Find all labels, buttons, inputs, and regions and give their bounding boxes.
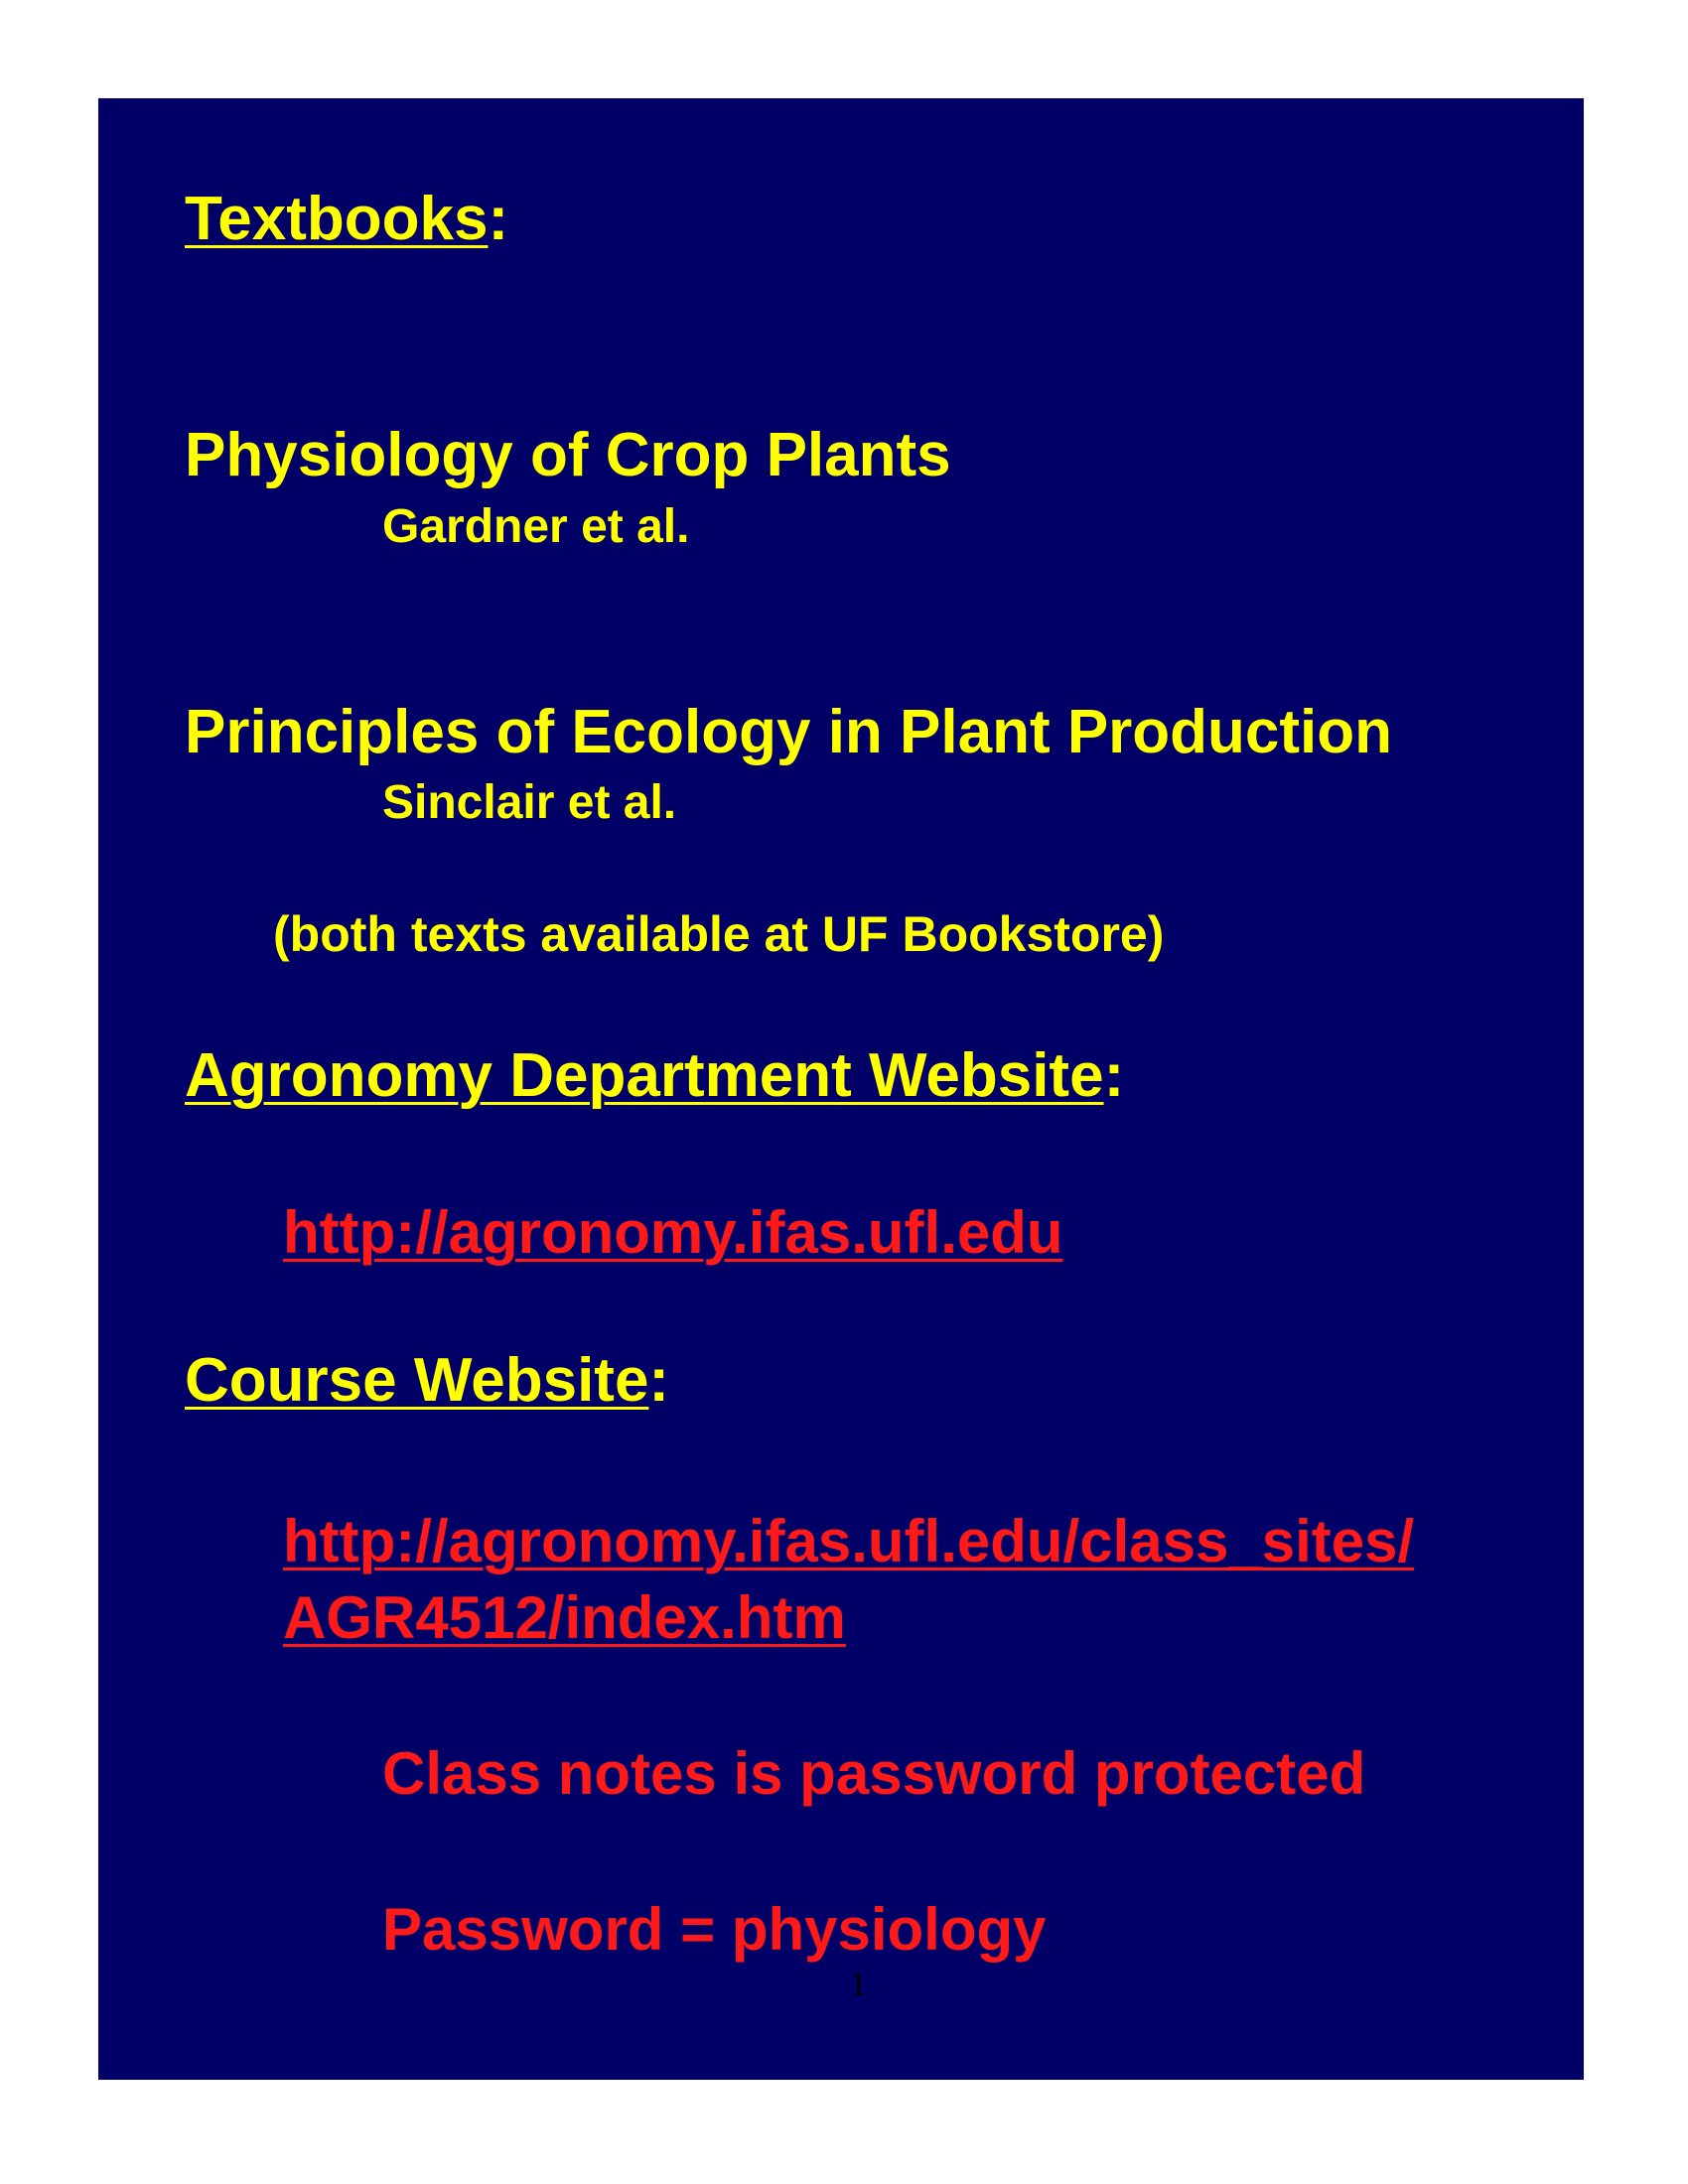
book-title-2: Principles of Ecology in Plant Production [185,698,1393,766]
textbooks-heading: Textbooks: [185,185,509,253]
availability-note: (both texts available at UF Bookstore) [273,906,1165,962]
course-heading: Course Website: [185,1346,670,1415]
department-heading: Agronomy Department Website: [185,1041,1125,1110]
password-line: Password = physiology [382,1896,1047,1963]
course-website-link-line2[interactable]: AGR4512/index.htm [283,1584,846,1651]
password-protected-note: Class notes is password protected [382,1740,1366,1807]
book-title-1: Physiology of Crop Plants [185,421,951,489]
page-number: 1 [849,1964,867,2003]
department-website-link[interactable]: http://agronomy.ifas.ufl.edu [283,1199,1063,1266]
book-author-1: Gardner et al. [382,500,690,553]
course-website-link-line1[interactable]: http://agronomy.ifas.ufl.edu/class_sites/ [283,1508,1415,1574]
book-author-2: Sinclair et al. [382,776,677,829]
